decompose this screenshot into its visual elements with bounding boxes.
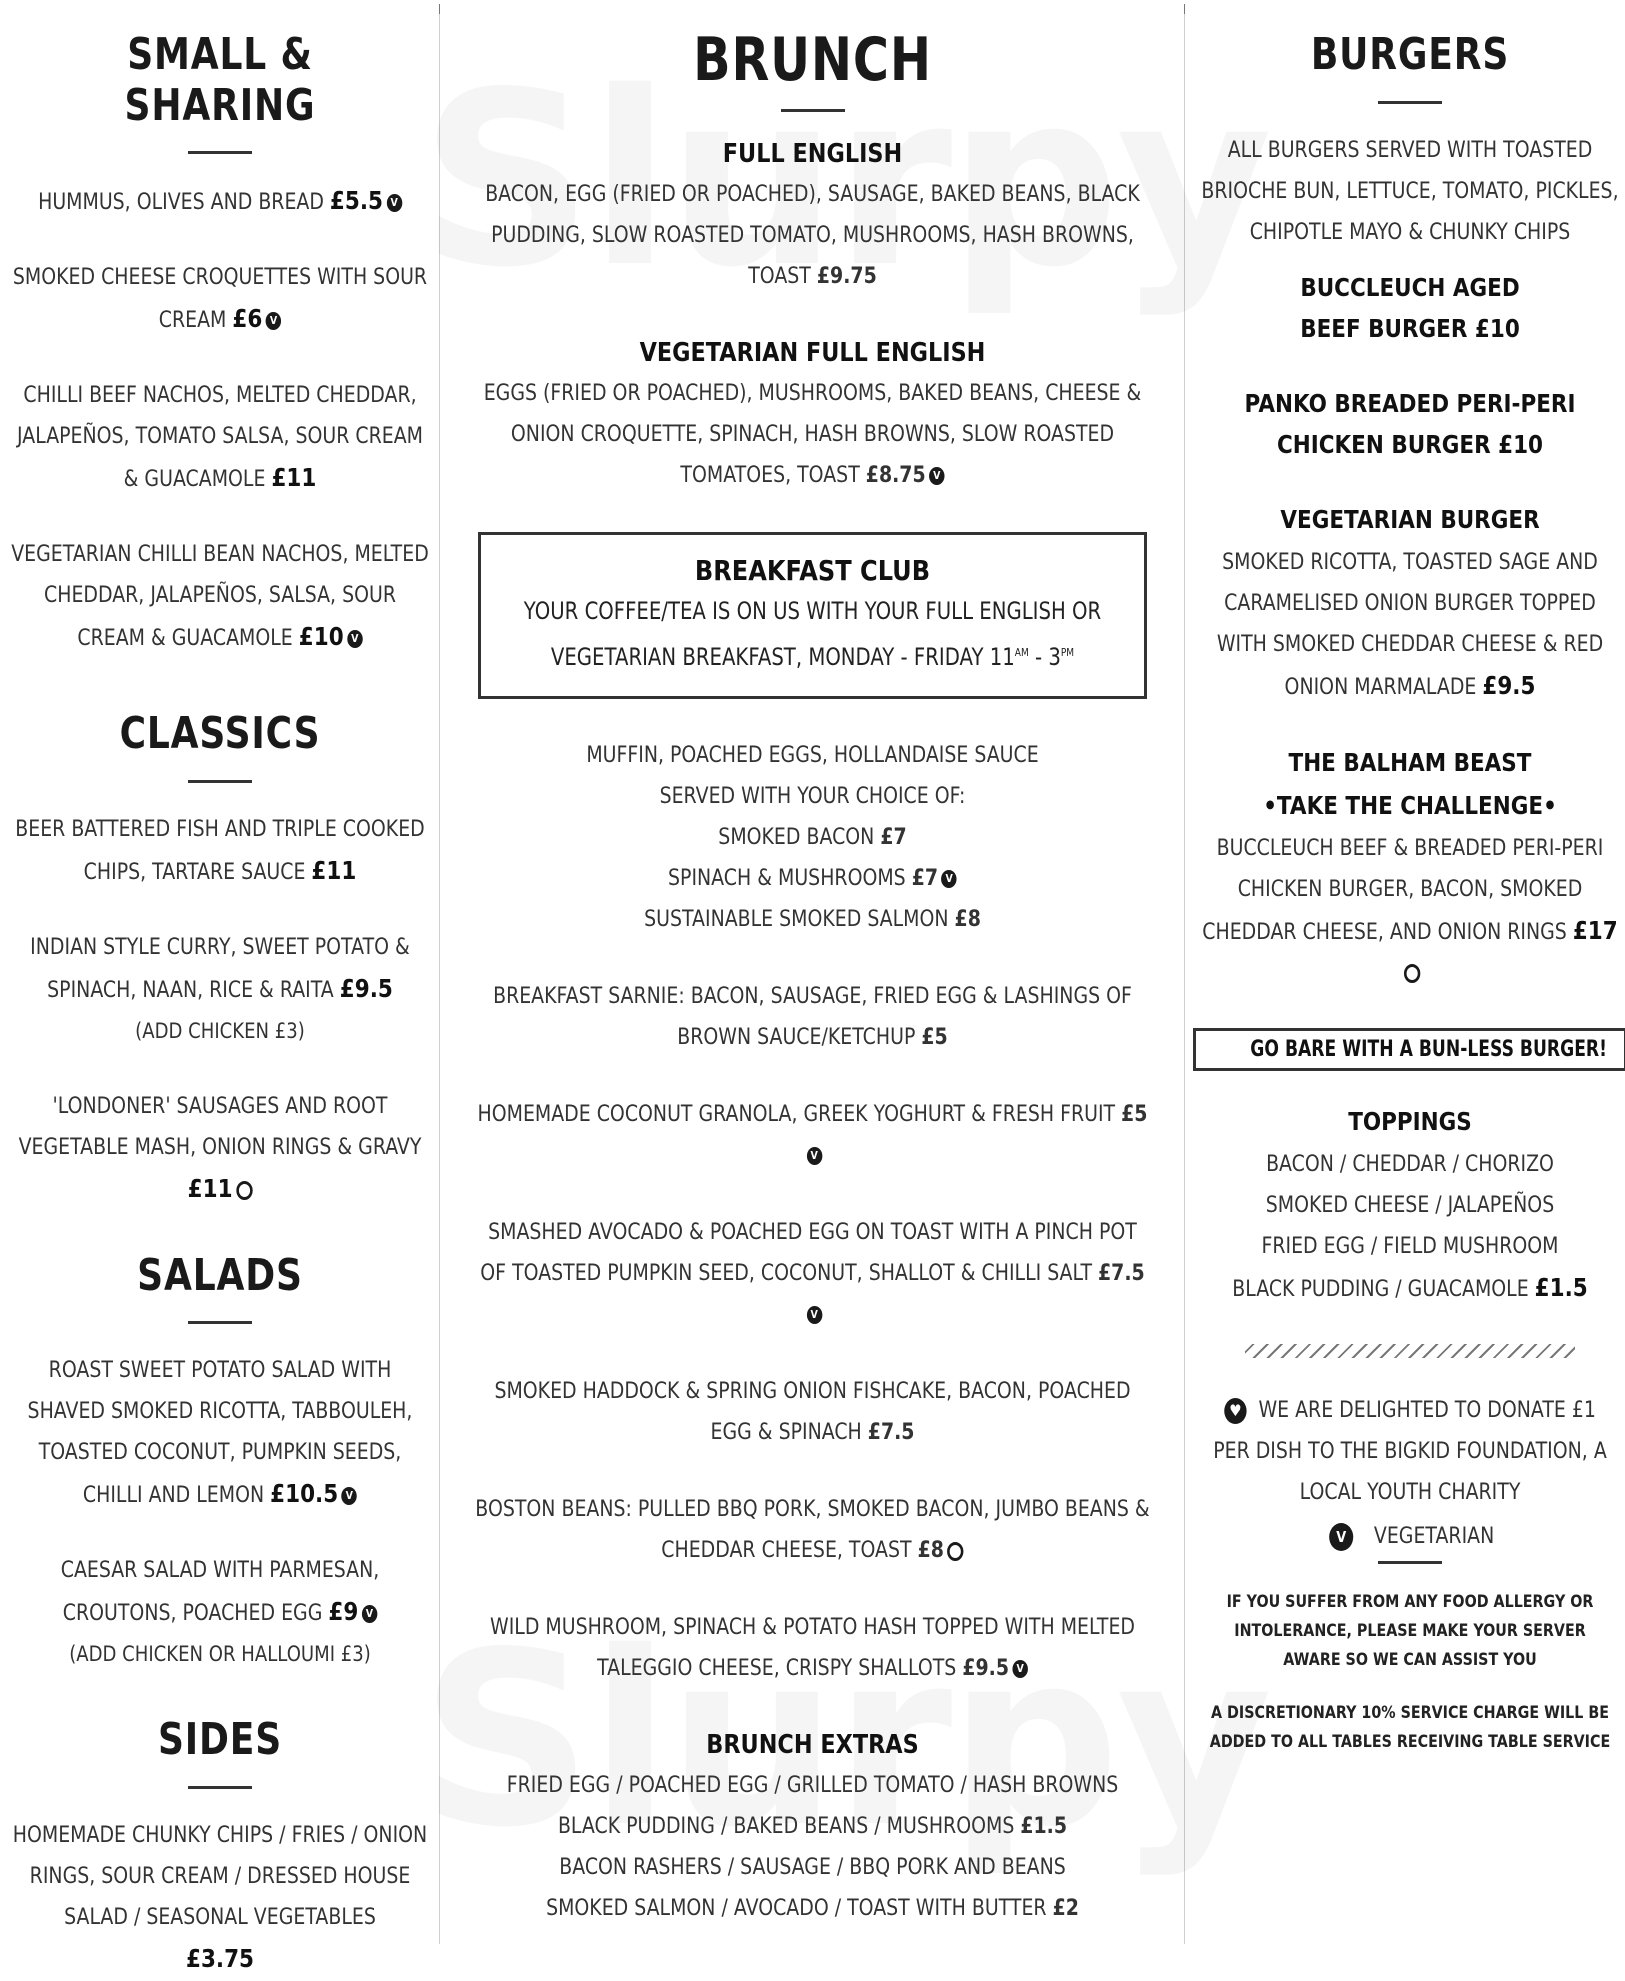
section-rule — [1378, 1561, 1442, 1564]
menu-item: BEER BATTERED FISH AND TRIPLE COOKED CHIPS, TARTARE SAUCE £11 — [15, 816, 425, 885]
breakfast-club-line: YOUR COFFEE/TEA IS ON US WITH YOUR FULL ENGLISH OR — [523, 597, 1102, 625]
middle-column — [440, 0, 1185, 1944]
breakfast-club-box — [478, 532, 1147, 699]
vegetarian-legend: V VEGETARIAN — [1234, 1523, 1587, 1551]
brunch-extras: FRIED EGG / POACHED EGG / GRILLED TOMATO / HASH BROWNS BLACK PUDDING / BAKED BEANS / MUSHROOMS £1.5 BACON RASHERS / SAUSAGE / BBQ PORK AND BEANS SMOKED SALMON / AVOCADO / TOAST WITH BUTTER £2 — [506, 1773, 1119, 1921]
vegetarian-icon: V — [347, 630, 362, 648]
menu-item: HOMEMADE CHUNKY CHIPS / FRIES / ONION RINGS, SOUR CREAM / DRESSED HOUSE SALAD / SEASONAL VEGETABLES £3.75 — [12, 1822, 428, 1973]
wavy-divider — [1245, 1344, 1575, 1358]
heart-icon — [947, 1542, 963, 1561]
menu-item: INDIAN STYLE CURRY, SWEET POTATO & SPINACH, NAAN, RICE & RAITA £9.5 (ADD CHICKEN £3) — [8, 927, 431, 1052]
menu-item: BOSTON BEANS: PULLED BBQ PORK, SMOKED BACON, JUMBO BEANS & CHEDDAR CHEESE, TOAST £8 — [475, 1497, 1150, 1563]
vegetarian-icon: V — [806, 1147, 821, 1165]
breakfast-club-title: BREAKFAST CLUB — [694, 554, 931, 587]
section-title-salads: SALADS — [137, 1249, 303, 1301]
vegetarian-icon: V — [1012, 1660, 1027, 1678]
item-description: BACON, EGG (FRIED OR POACHED), SAUSAGE, BAKED BEANS, BLACK PUDDING, SLOW ROASTED TOMATO, MUSHROOMS, HASH BROWNS, TOAST £9.75 — [485, 182, 1140, 289]
section-title-classics: CLASSICS — [119, 708, 321, 760]
donation-note: ♥WE ARE DELIGHTED TO DONATE £1 PER DISH TO THE BIGKID FOUNDATION, A LOCAL YOUTH CHARITY — [1208, 1390, 1612, 1513]
section-title-small-sharing: SMALL & SHARING — [124, 29, 316, 131]
section-title-brunch: BRUNCH — [693, 25, 932, 95]
burger-item: BUCCLEUCH AGED BEEF BURGER £10 — [1300, 272, 1520, 343]
burger-item: VEGETARIAN BURGER SMOKED RICOTTA, TOASTED SAGE AND CARAMELISED ONION BURGER TOPPED WITH SMOKED CHEDDAR CHEESE & RED ONION MARMALADE £9.5 — [1216, 504, 1604, 700]
bun-less-box: GO BARE WITH A BUN-LESS BURGER! — [1193, 1028, 1625, 1071]
vegetarian-icon: V — [362, 1605, 377, 1623]
section-rule — [781, 109, 845, 112]
menu-item: SMOKED HADDOCK & SPRING ONION FISHCAKE, BACON, POACHED EGG & SPINACH £7.5 — [494, 1379, 1131, 1445]
section-title-sides: SIDES — [157, 1714, 283, 1766]
left-column — [0, 0, 440, 1973]
burgers-intro: ALL BURGERS SERVED WITH TOASTED BRIOCHE BUN, LETTUCE, TOMATO, PICKLES, CHIPOTLE MAYO & CHUNKY CHIPS — [1201, 137, 1619, 245]
heart-icon — [236, 1181, 252, 1200]
service-charge-note: A DISCRETIONARY 10% SERVICE CHARGE WILL BE ADDED TO ALL TABLES RECEIVING TABLE SERVICE — [1209, 1702, 1611, 1752]
vegetarian-icon: V — [941, 870, 956, 888]
menu-item: SMOKED CHEESE CROQUETTES WITH SOUR CREAM £6 V — [12, 265, 428, 334]
menu-item: HUMMUS, OLIVES AND BREAD £5.5 V — [8, 180, 431, 223]
vegetarian-icon: V — [929, 467, 944, 485]
vegetarian-icon: V — [266, 312, 281, 330]
item-description: EGGS (FRIED OR POACHED), MUSHROOMS, BAKED BEANS, CHEESE & ONION CROQUETTE, SPINACH, HASH BROWNS, SLOW ROASTED TOMATOES, TOAST £8.75 V — [483, 381, 1142, 488]
menu-item: ROAST SWEET POTATO SALAD WITH SHAVED SMOKED RICOTTA, TABBOULEH, TOASTED COCONUT, PUMPKIN SEEDS, CHILLI AND LEMON £10.5 V — [27, 1358, 413, 1509]
burger-item: THE BALHAM BEAST •TAKE THE CHALLENGE• BUCCLEUCH BEEF & BREADED PERI-PERI CHICKEN BURGER, BACON, SMOKED CHEDDAR CHEESE, AND ONION RINGS £17 — [1199, 742, 1620, 994]
heart-icon — [1404, 964, 1420, 983]
vegetarian-icon: V — [386, 194, 401, 212]
section-rule — [1378, 101, 1442, 104]
section-rule — [188, 780, 252, 783]
menu-item: WILD MUSHROOM, SPINACH & POTATO HASH TOPPED WITH MELTED TALEGGIO CHEESE, CRISPY SHALLOTS £9.5 V — [489, 1615, 1136, 1681]
section-rule — [188, 1786, 252, 1789]
burger-item: PANKO BREADED PERI-PERI CHICKEN BURGER £10 — [1244, 388, 1576, 459]
menu-item: CHILLI BEEF NACHOS, MELTED CHEDDAR, JALAPEÑOS, TOMATO SALSA, SOUR CREAM & GUACAMOLE £11 — [17, 383, 423, 493]
muffin-item: MUFFIN, POACHED EGGS, HOLLANDAISE SAUCE SERVED WITH YOUR CHOICE OF: SMOKED BACON £7 SPINACH & MUSHROOMS £7 V SUSTAINABLE SMOKED SALMON £8 — [586, 743, 1039, 932]
item-title: VEGETARIAN FULL ENGLISH — [639, 338, 986, 368]
allergy-note: IF YOU SUFFER FROM ANY FOOD ALLERGY OR INTOLERANCE, PLEASE MAKE YOUR SERVER AWARE SO WE CAN ASSIST YOU — [1226, 1591, 1594, 1670]
item-note: (ADD CHICKEN OR HALLOUMI £3) — [69, 1642, 371, 1667]
vegetarian-icon: V — [1329, 1523, 1353, 1551]
menu-item: CAESAR SALAD WITH PARMESAN, CROUTONS, POACHED EGG £9 V (ADD CHICKEN OR HALLOUMI £3) — [8, 1550, 431, 1675]
breakfast-club-line: VEGETARIAN BREAKFAST, MONDAY - FRIDAY $11^{AM} - 3^{PM}$ — [550, 643, 1075, 671]
item-title: FULL ENGLISH — [722, 139, 903, 169]
heart-icon — [1224, 1398, 1246, 1424]
right-column — [1185, 0, 1625, 1944]
section-rule — [188, 1321, 252, 1324]
menu-item: 'LONDONER' SAUSAGES AND ROOT VEGETABLE MASH, ONION RINGS & GRAVY £11 — [18, 1093, 422, 1203]
section-title-burgers: BURGERS — [1310, 29, 1510, 80]
vegetarian-icon: V — [342, 1487, 357, 1505]
menu-item: VEGETARIAN CHILLI BEAN NACHOS, MELTED CHEDDAR, JALAPEÑOS, SALSA, SOUR CREAM & GUACAMOLE £10 V — [11, 542, 429, 652]
vegetarian-icon: V — [806, 1306, 821, 1324]
menu-item: SMASHED AVOCADO & POACHED EGG ON TOAST WITH A PINCH POT OF TOASTED PUMPKIN SEED, COCONUT, SHALLOT & CHILLI SALT £7.5V — [475, 1212, 1150, 1335]
menu-item: BREAKFAST SARNIE: BACON, SAUSAGE, FRIED EGG & LASHINGS OF BROWN SAUCE/KETCHUP £5 — [493, 984, 1132, 1050]
menu-item: HOMEMADE COCONUT GRANOLA, GREEK YOGHURT & FRESH FRUIT £5V — [475, 1094, 1150, 1176]
toppings: TOPPINGS BACON / CHEDDAR / CHORIZO SMOKED CHEESE / JALAPEÑOS FRIED EGG / FIELD MUSHROOM BLACK PUDDING / GUACAMOLE £1.5 — [1232, 1106, 1588, 1302]
item-note: (ADD CHICKEN £3) — [135, 1018, 305, 1043]
item-title: BRUNCH EXTRAS — [706, 1730, 919, 1760]
section-rule — [188, 151, 252, 154]
